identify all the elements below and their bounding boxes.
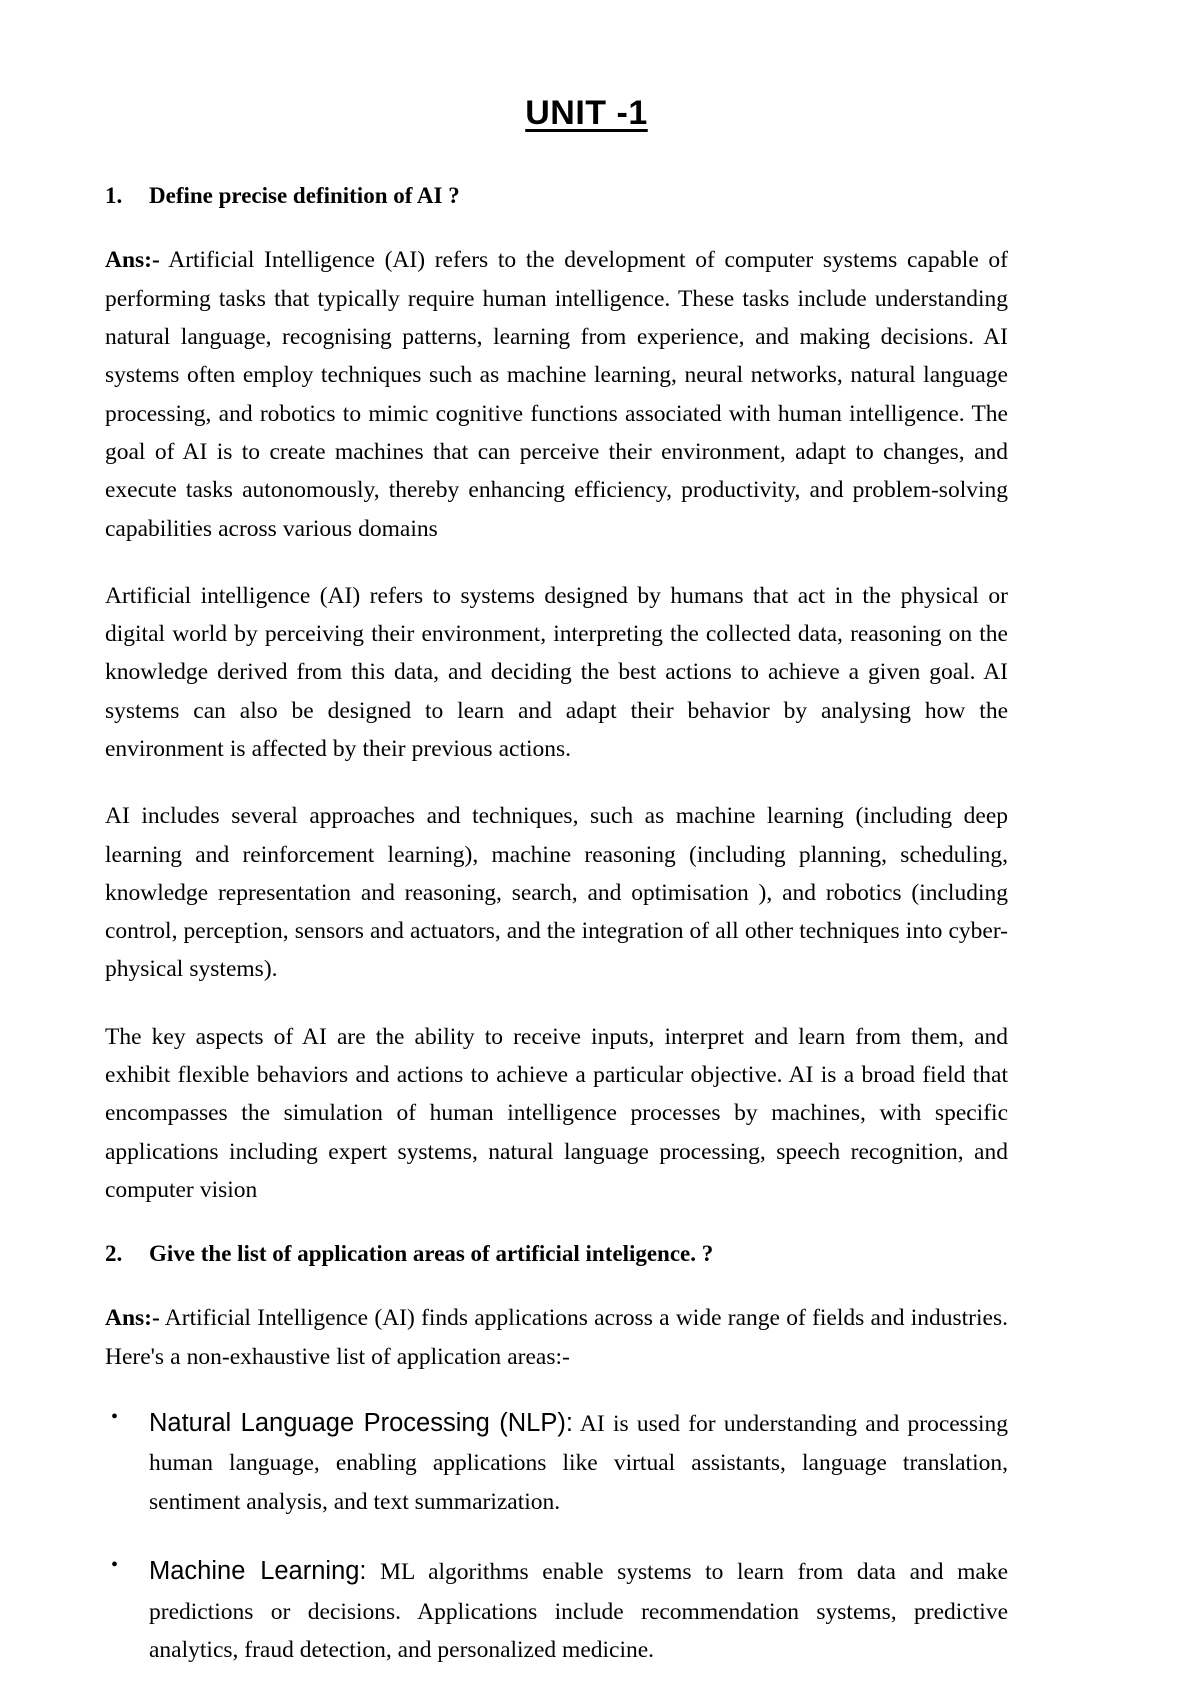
list-item	[105, 1551, 1008, 1669]
page-title: UNIT -1	[525, 94, 648, 132]
list-item	[105, 1403, 1008, 1521]
answer-paragraph-1-1-text: Artificial Intelligence (AI) refers to the development of computer systems capable of performing tasks that typically require human intelligence. These tasks include understanding natural language, recognising patterns, learning from experience, and making decisions. AI systems often employ techniques such as machine learning, neural networks, natural language processing, and robotics to mimic cognitive functions associated with human intelligence. The goal of AI is to create machines that can perceive their environment, adapt to changes, and execute tasks autonomously, thereby enhancing efficiency, productivity, and problem-solving capabilities across various domains	[105, 247, 1008, 542]
bullet-description-nlp: AI is used for understanding and processing human language, enabling applications like virtual assistants, language translation, sentiment analysis, and text summarization.	[149, 1410, 1008, 1515]
question-heading-2	[105, 1238, 1008, 1269]
answer-paragraph-1-2: Artificial intelligence (AI) refers to systems designed by humans that act in the physical or digital world by perceiving their environment, interpreting the collected data, reasoning on the knowledge derived from this data, and deciding the best actions to achieve a given goal. AI systems can also be designed to learn and adapt their behavior by analysing how the environment is affected by their previous actions.	[105, 582, 1008, 762]
question-text-2: Give the list of application areas of artificial inteligence. ?	[149, 1241, 714, 1267]
bullet-term-machine-learning: Machine Learning:	[149, 1557, 367, 1586]
answer-paragraph-1-1	[105, 241, 1008, 547]
question-heading-1	[105, 180, 1008, 211]
answer-paragraph-1-3: AI includes several approaches and techniques, such as machine learning (including deep learning and reinforcement learning), machine reasoning (including planning, scheduling, knowledge representation and reasoning, search, and optimisation ), and robotics (including control, perception, sensors and actuators, and the integration of all other techniques into cyber-physical systems).	[105, 803, 1008, 983]
question-number-2: 2.	[105, 1241, 123, 1267]
application-areas-list	[105, 1403, 1008, 1669]
answer-label-2: Ans:-	[105, 1305, 160, 1332]
question-number-1: 1.	[105, 183, 123, 209]
answer-label-1: Ans:-	[105, 247, 160, 274]
answer-paragraph-1-4: The key aspects of AI are the ability to receive inputs, interpret and learn from them, and exhibit flexible behaviors and actions to achieve a particular objective. AI is a broad field that encompasses the simulation of human intelligence processes by machines, with specific applications including expert systems, natural language processing, speech recognition, and computer vision	[105, 1023, 1008, 1203]
bullet-term-nlp: Natural Language Processing (NLP):	[149, 1408, 573, 1437]
answer-paragraph-2-intro-text: Artificial Intelligence (AI) finds applications across a wide range of fields and industries. Here's a non-exhaustive list of application areas:-	[105, 1305, 1008, 1370]
question-text-1: Define precise definition of AI ?	[149, 183, 460, 209]
bullet-description-machine-learning: ML algorithms enable systems to learn from data and make predictions or decisions. Applications include recommendation systems, predictive analytics, fraud detection, and personalized medicine.	[149, 1559, 1008, 1663]
answer-paragraph-2-intro	[105, 1299, 1008, 1376]
